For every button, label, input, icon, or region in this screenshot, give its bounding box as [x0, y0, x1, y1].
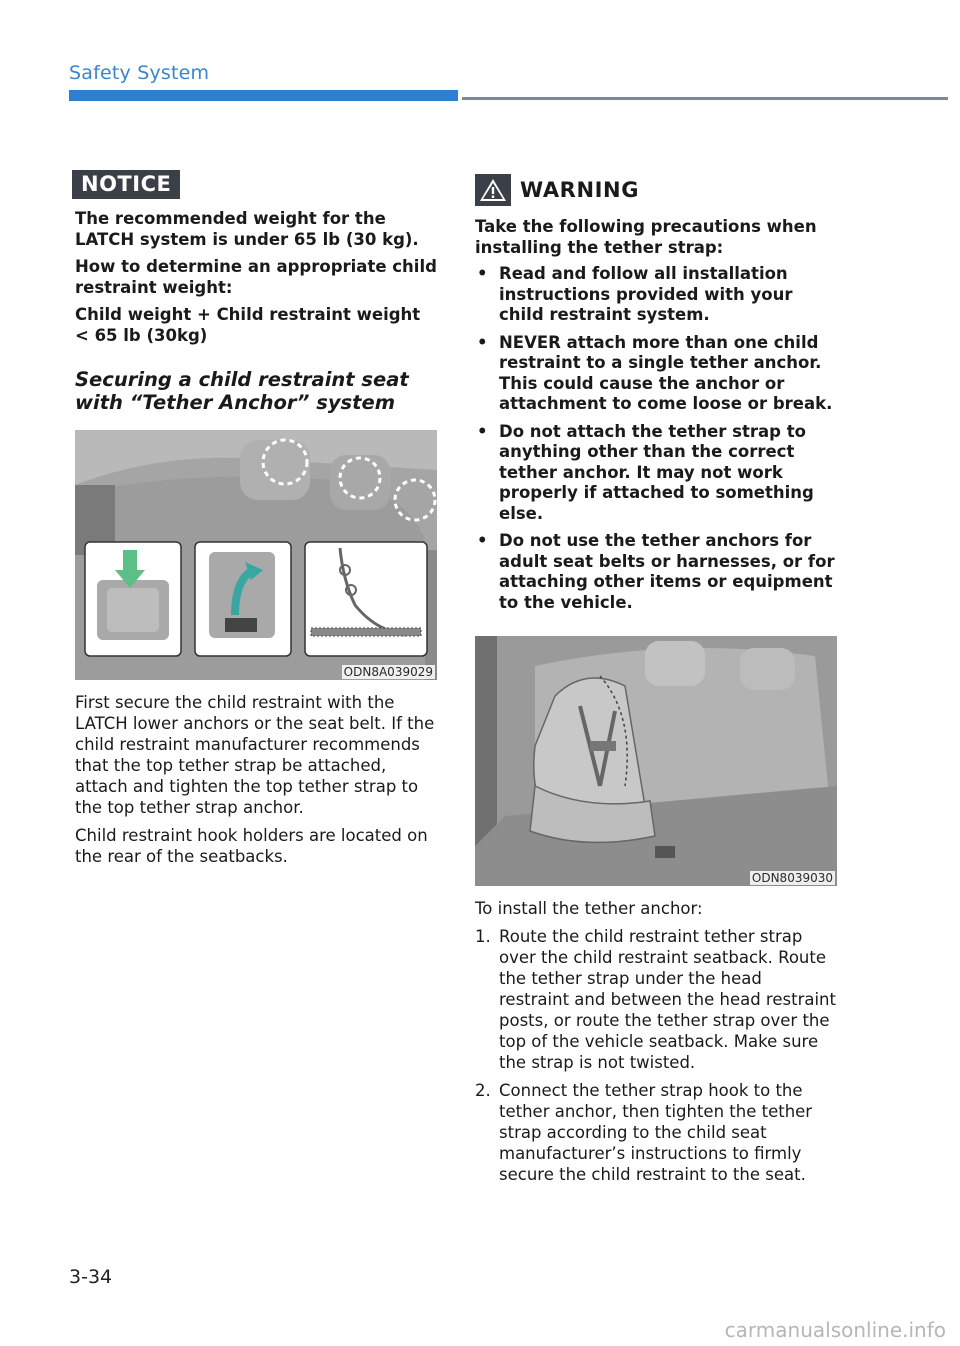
figure-code: ODN8A039029	[343, 665, 433, 679]
notice-label: NOTICE	[72, 170, 180, 199]
warning-icon	[475, 174, 511, 206]
section-header: Safety System	[69, 62, 210, 84]
notice-box	[75, 170, 437, 346]
figure-code: ODN8039030	[751, 871, 833, 885]
section-subheading: Securing a child restraint seat with “Tether Anchor” system	[75, 368, 409, 414]
notice-paragraph: Child weight + Child restraint weight < 65 lb (30kg)	[75, 305, 421, 345]
warning-list	[475, 264, 837, 613]
tether-anchor-illustration	[75, 430, 437, 680]
warning-box	[475, 174, 837, 613]
page-number: 3-34	[69, 1266, 113, 1288]
tether-anchor-figure	[75, 430, 437, 680]
child-seat-figure	[475, 636, 837, 886]
warning-intro: Take the following precautions when installing the tether strap:	[475, 217, 817, 257]
right-column	[475, 170, 837, 1192]
list-item: • NEVER attach more than one child restraint to a single tether anchor. This could cause the anchor or attachment to come loose or break.	[477, 332, 833, 413]
install-intro: To install the tether anchor:	[475, 899, 703, 918]
list-item: 1. Route the child restraint tether strap over the child restraint seatback. Route the tether strap under the head restraint and between the head restraint posts, or route the tether strap over the top of the vehicle seatback. Make sure the strap is not twisted.	[475, 927, 836, 1072]
warning-title: WARNING	[520, 178, 640, 202]
list-item: 2. Connect the tether strap hook to the tether anchor, then tighten the tether strap according to the child seat manufacturer’s instructions to firmly secure the child restraint to the seat.	[475, 1081, 813, 1184]
notice-paragraph: The recommended weight for the LATCH system is under 65 lb (30 kg).	[75, 209, 419, 249]
list-item: • Do not use the tether anchors for adult seat belts or harnesses, or for attaching other items or equipment to the vehicle.	[477, 531, 835, 612]
body-paragraph: First secure the child restraint with the LATCH lower anchors or the seat belt. If the child restraint manufacturer recommends that the top tether strap be attached, attach and tighten the top tether strap to the top tether strap anchor.	[75, 693, 435, 817]
list-item: • Read and follow all installation instructions provided with your child restraint system.	[477, 264, 793, 324]
child-seat-illustration	[475, 636, 837, 886]
left-column	[75, 170, 437, 867]
body-paragraph: Child restraint hook holders are located on the rear of the seatbacks.	[75, 826, 428, 866]
header-rule	[462, 97, 948, 100]
header-accent-bar	[69, 90, 458, 101]
install-steps	[475, 926, 837, 1185]
notice-paragraph: How to determine an appropriate child restraint weight:	[75, 257, 437, 297]
watermark-link[interactable]: carmanualsonline.info	[724, 1318, 946, 1342]
list-item: • Do not attach the tether strap to anything other than the correct tether anchor. It may not work properly if attached to something else.	[477, 421, 814, 523]
